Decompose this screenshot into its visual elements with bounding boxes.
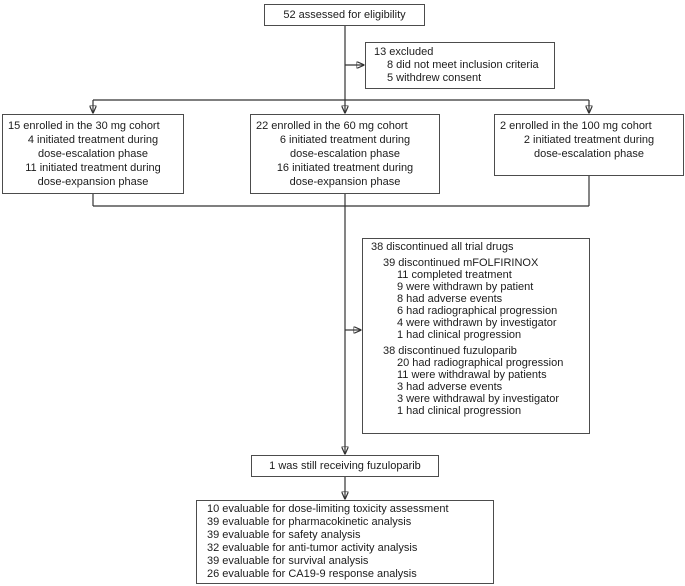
cohort-100mg-title: 2 enrolled in the 100 mg cohort: [500, 120, 652, 132]
cohort-60mg-line: 16 initiated treatment during: [276, 162, 414, 174]
mfolfirinox-item: 9 were withdrawn by patient: [397, 281, 534, 293]
cohort-30mg-line: 11 initiated treatment during: [25, 162, 161, 174]
discontinued-total: 38 discontinued all trial drugs: [371, 241, 514, 253]
excluded-title: 13 excluded: [374, 46, 434, 58]
evaluable-box: [196, 500, 494, 584]
cohort-60mg-box: [250, 114, 440, 194]
cohort-100mg-line: 2 initiated treatment during: [523, 134, 655, 146]
discontinued-box: [362, 238, 590, 434]
mfolfirinox-title: 39 discontinued mFOLFIRINOX: [383, 257, 539, 269]
cohort-100mg-line: dose-escalation phase: [533, 148, 645, 160]
cohort-30mg-line: dose-expansion phase: [37, 176, 149, 188]
eligibility-text: 52 assessed for eligibility: [283, 8, 406, 21]
fuzuloparib-item: 3 were withdrawal by investigator: [397, 393, 560, 405]
cohort-30mg-line: 4 initiated treatment during: [27, 134, 159, 146]
eligibility-box: [264, 4, 425, 26]
mfolfirinox-item: 8 had adverse events: [397, 293, 503, 305]
evaluable-item: 39 evaluable for survival analysis: [207, 555, 369, 567]
fuzuloparib-item: 11 were withdrawal by patients: [397, 369, 547, 381]
excluded-box: [365, 42, 555, 89]
fuzuloparib-item: 1 had clinical progression: [397, 405, 522, 417]
mfolfirinox-item: 11 completed treatment: [397, 269, 512, 281]
evaluable-item: 32 evaluable for anti-tumor activity analysis: [207, 542, 418, 554]
cohort-60mg-line: 6 initiated treatment during: [279, 134, 411, 146]
mfolfirinox-item: 4 were withdrawn by investigator: [397, 317, 557, 329]
excluded-item: 5 withdrew consent: [387, 72, 482, 84]
evaluable-item: 39 evaluable for safety analysis: [207, 529, 361, 541]
cohort-60mg-line: dose-expansion phase: [289, 176, 401, 188]
excluded-item: 8 did not meet inclusion criteria: [387, 59, 539, 71]
still-receiving-box: [251, 455, 439, 477]
evaluable-item: 10 evaluable for dose-limiting toxicity assessment: [207, 503, 449, 515]
cohort-60mg-title: 22 enrolled in the 60 mg cohort: [256, 120, 408, 132]
evaluable-item: 26 evaluable for CA19-9 response analysis: [207, 568, 417, 580]
still-receiving-text: 1 was still receiving fuzuloparib: [269, 459, 421, 472]
evaluable-item: 39 evaluable for pharmacokinetic analysis: [207, 516, 412, 528]
mfolfirinox-item: 6 had radiographical progression: [397, 305, 558, 317]
mfolfirinox-item: 1 had clinical progression: [397, 329, 522, 341]
cohort-30mg-title: 15 enrolled in the 30 mg cohort: [8, 120, 160, 132]
cohort-30mg-line: dose-escalation phase: [37, 148, 149, 160]
cohort-60mg-line: dose-escalation phase: [289, 148, 401, 160]
fuzuloparib-item: 20 had radiographical progression: [397, 357, 564, 369]
cohort-30mg-box: [2, 114, 184, 194]
cohort-100mg-box: [494, 114, 684, 176]
fuzuloparib-item: 3 had adverse events: [397, 381, 503, 393]
fuzuloparib-title: 38 discontinued fuzuloparib: [383, 345, 517, 357]
